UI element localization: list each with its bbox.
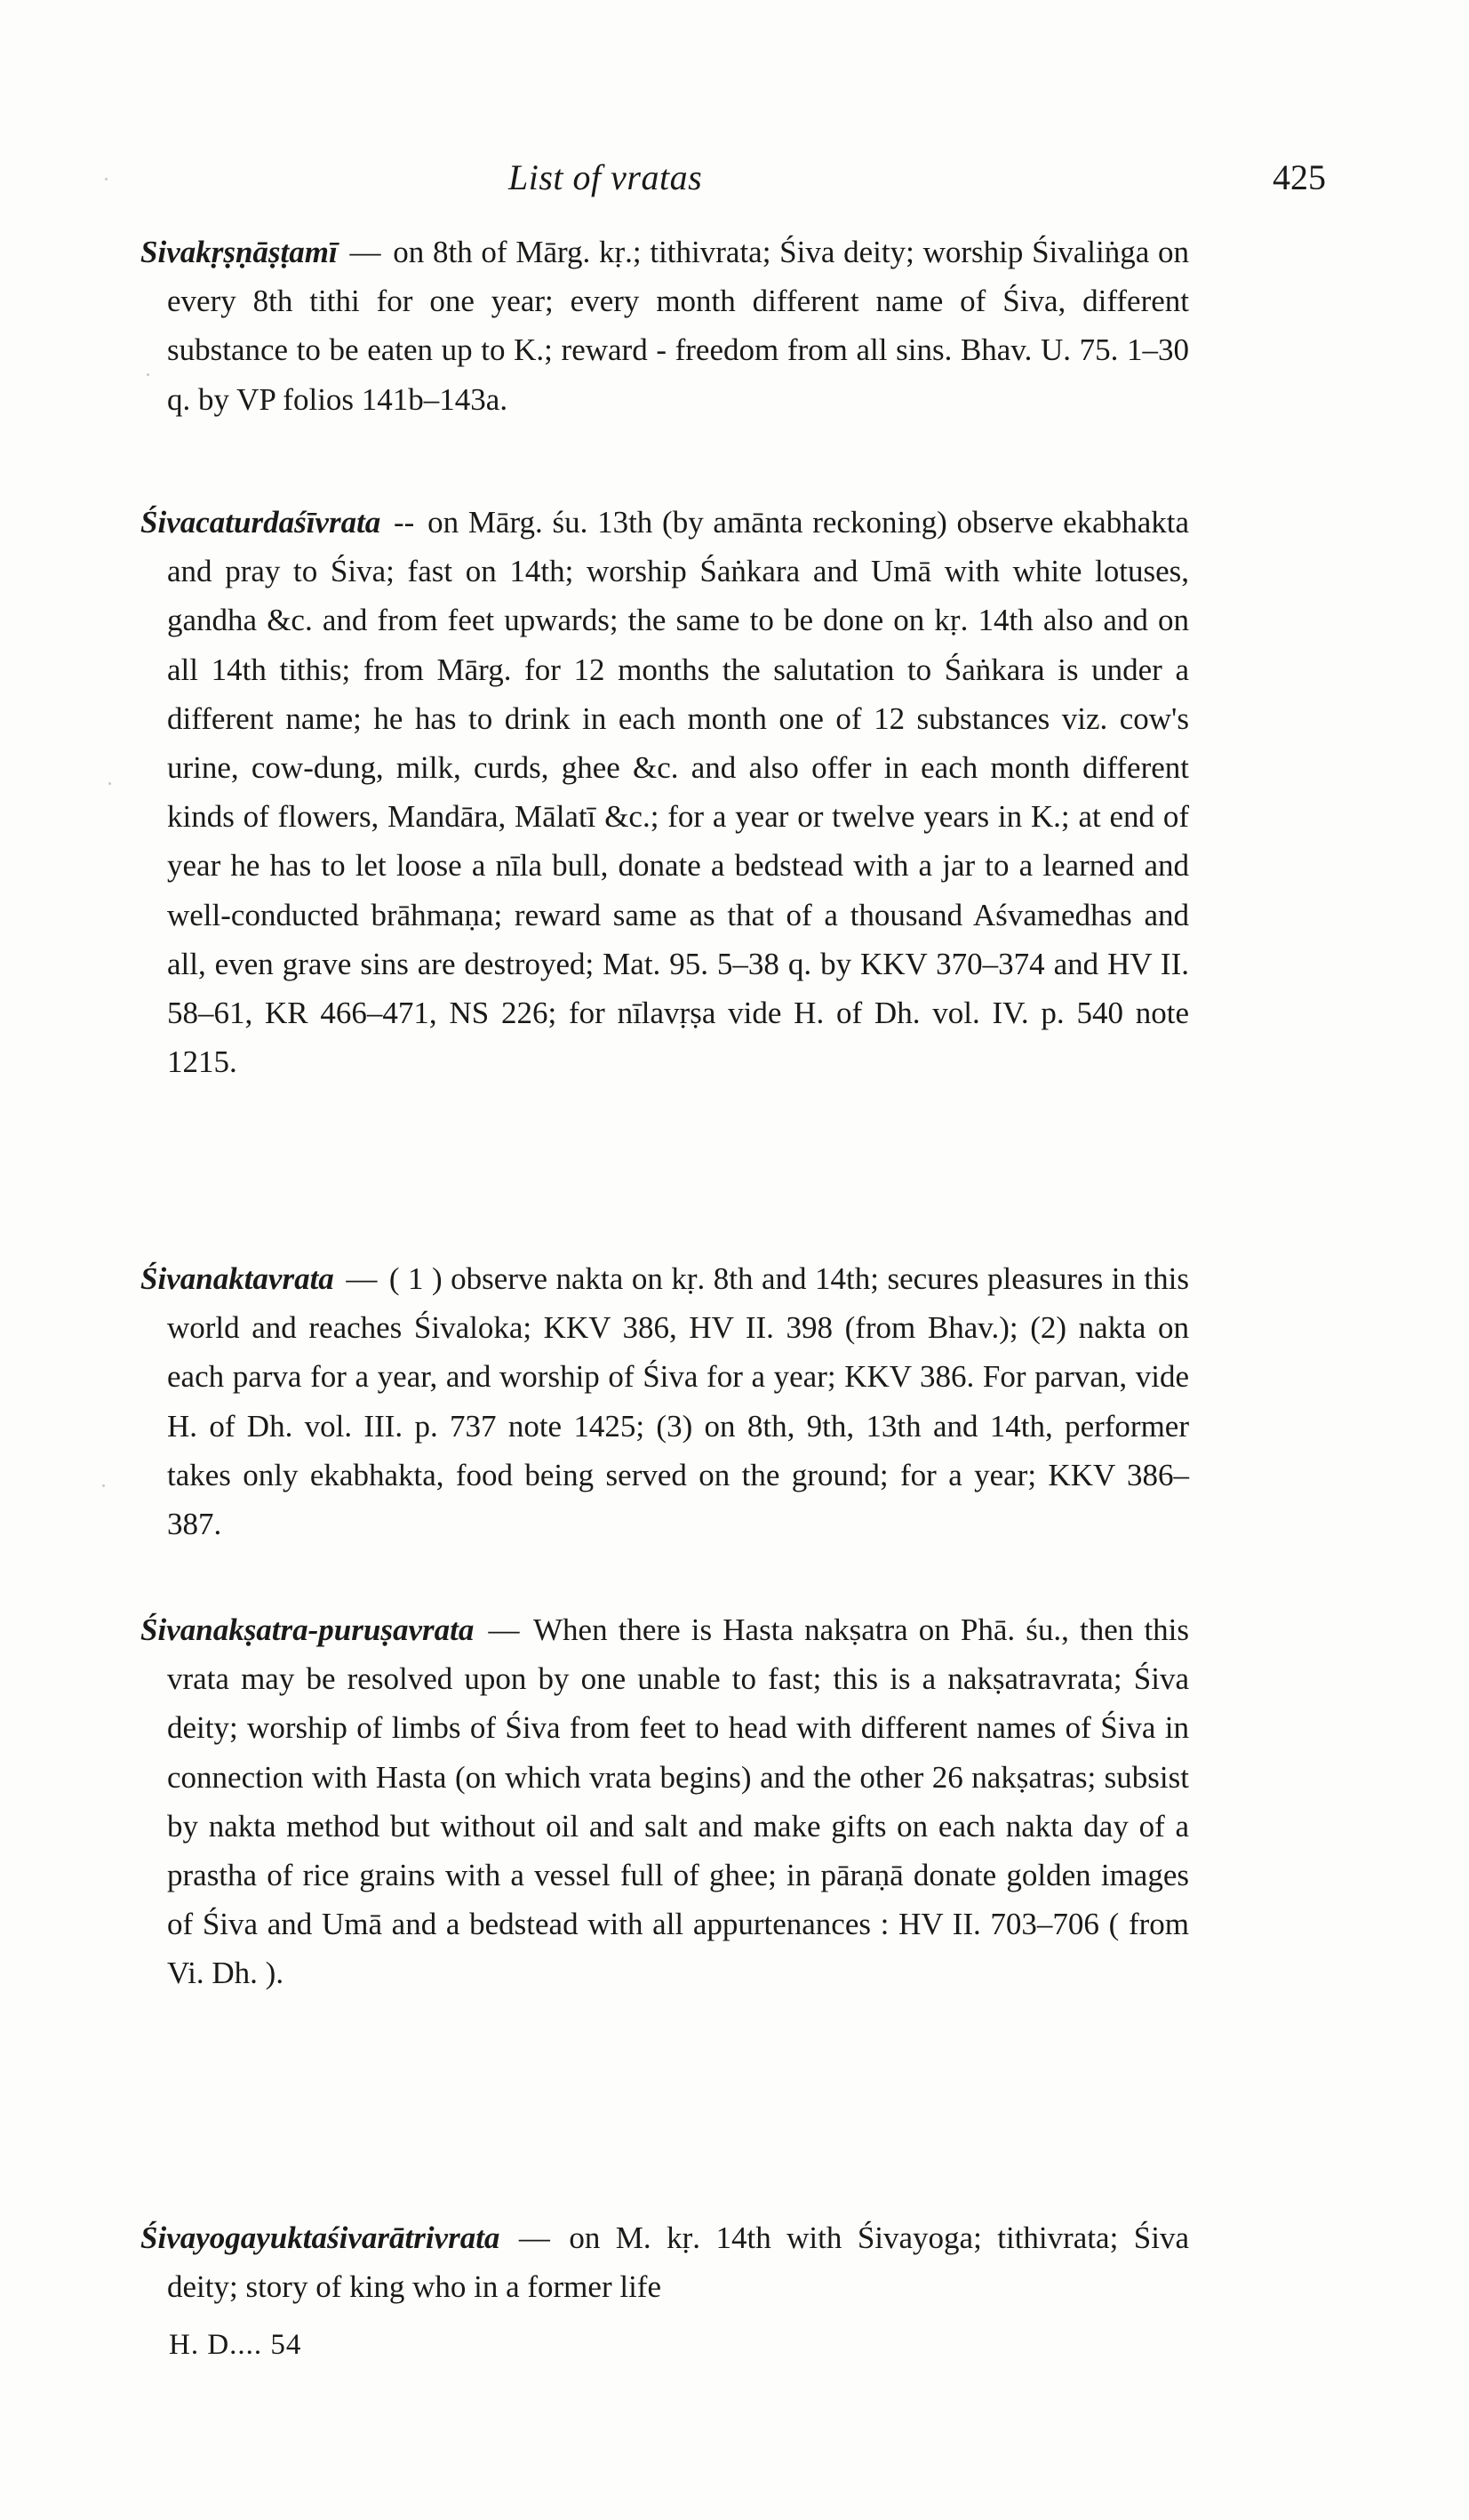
entry-headword: Śivayogayuktaśivarātrivrata <box>140 2220 500 2255</box>
entry-headword: Śivanaktavrata <box>140 1261 334 1296</box>
page-number: 425 <box>1273 157 1326 197</box>
vrata-entry <box>140 1254 1189 1548</box>
vrata-entry <box>140 498 1189 1086</box>
entry-text: on M. kṛ. 14th with Śivayoga; tithivrata; Śiva deity; story of king who in a former life <box>167 2220 1189 2305</box>
entry-headword: Sivakṛṣṇāṣṭamī <box>140 235 338 269</box>
entry-separator: — <box>349 235 381 269</box>
vrata-entry <box>140 228 1189 424</box>
running-title: List of vratas <box>508 157 703 197</box>
vrata-entry <box>140 2213 1189 2311</box>
scan-speck <box>102 1484 105 1487</box>
vrata-entry <box>140 1605 1189 1998</box>
signature-mark: H. D.... 54 <box>169 2329 302 2361</box>
entry-headword: Śivacaturdaśīvrata <box>140 505 381 540</box>
entry-separator: — <box>518 2220 550 2255</box>
entry-text: When there is Hasta nakṣatra on Phā. śu., then this vrata may be resolved upon by one unable to fast; this is a nakṣatravrata; Śiva deity; worship of limbs of Śiva from feet to head with different names of Śiva in connection with Hasta (on which vrata begins) and the other 26 nakṣatras; subsist by nakta method but without oil and salt and make gifts on each nakta day of a prastha of rice grains with a vessel full of ghee; in pāraṇā donate golden images of Śiva and Umā and a bedstead with all appurtenances : HV II. 703–706 ( from Vi. Dh. ). <box>167 1612 1190 1991</box>
entry-text: on 8th of Mārg. kṛ.; tithivrata; Śiva deity; worship Śivaliṅga on every 8th tithi for one year; every month different name of Śiva, different substance to be eaten up to K.; reward - freedom from all sins. Bhav. U. 75. 1–30 q. by VP folios 141b–143a. <box>167 235 1190 417</box>
entry-text: on Mārg. śu. 13th (by amānta reckoning) observe ekabhakta and pray to Śiva; fast on 14th; worship Śaṅkara and Umā with white lotuses, gandha &c. and from feet upwards; the same to be done on kṛ. 14th also and on all 14th tithis; from Mārg. for 12 months the salutation to Śaṅkara is under a different name; he has to drink in each month one of 12 substances viz. cow's urine, cow-dung, milk, curds, ghee &c. and also offer in each month different kinds of flowers, Mandāra, Mālatī &c.; for a year or twelve years in K.; at end of year he has to let loose a nīla bull, donate a bedstead with a jar to a learned and well-conducted brāhmaṇa; reward same as that of a thousand Aśvamedhas and all, even grave sins are destroyed; Mat. 95. 5–38 q. by KKV 370–374 and HV II. 58–61, KR 466–471, NS 226; for nīlavṛṣa vide H. of Dh. vol. IV. p. 540 note 1215. <box>167 505 1189 1080</box>
entry-headword: Śivanakṣatra-puruṣavrata <box>140 1612 475 1647</box>
entry-separator: — <box>488 1612 520 1647</box>
scan-speck <box>147 373 149 376</box>
running-head <box>0 156 1469 210</box>
entry-separator: -- <box>394 505 415 540</box>
entry-text: ( 1 ) observe nakta on kṛ. 8th and 14th; secures pleasures in this world and reaches Śivaloka; KKV 386, HV II. 398 (from Bhav.); (2) nakta on each parva for a year, and worship of Śiva for a year; KKV 386. For parvan, vide H. of Dh. vol. III. p. 737 note 1425; (3) on 8th, 9th, 13th and 14th, performer takes only ekabhakta, food being served on the ground; for a year; KKV 386–387. <box>167 1261 1190 1542</box>
scan-speck <box>108 782 111 785</box>
scan-speck <box>105 178 108 180</box>
entry-separator: — <box>346 1261 378 1296</box>
